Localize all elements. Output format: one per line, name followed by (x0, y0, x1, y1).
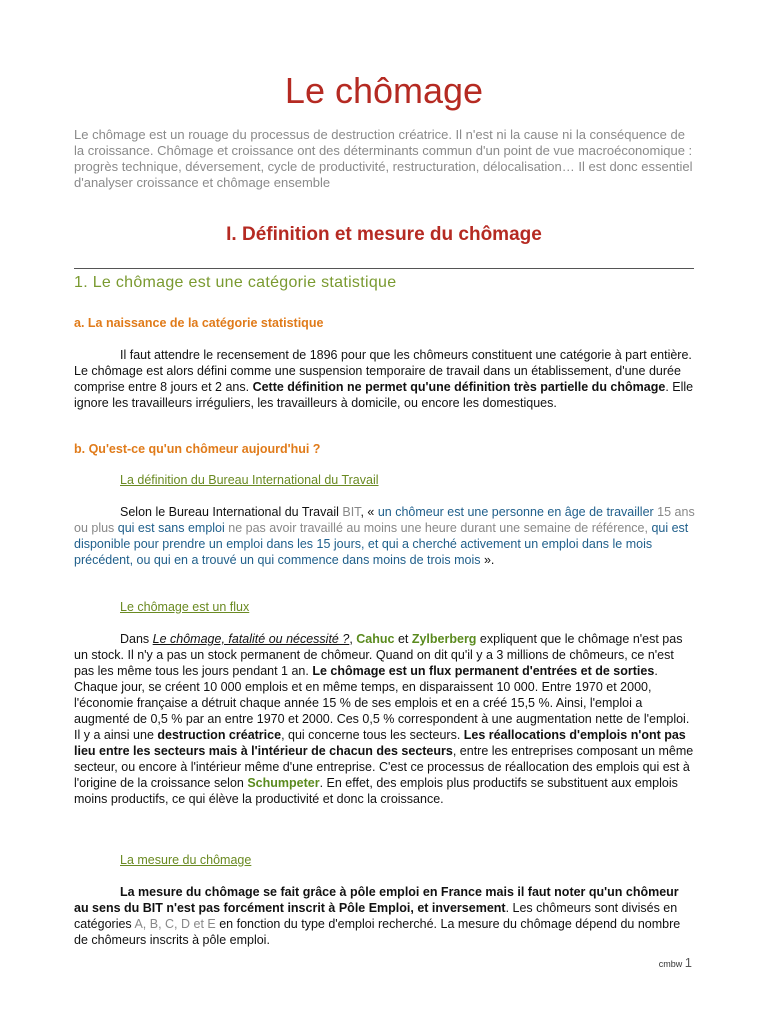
text: expliquent que le chômage n'est pas un stock. Il n'y a pas un stock permanent de chômeur. Quand on dit qu'il y a 3 millions de chômeurs, ce n'est pas les même tous les jours pendant 1 an. (74, 632, 683, 678)
heading-a: a. La naissance de la catégorie statistique (74, 316, 324, 330)
text: Il faut attendre le recensement de 1896 pour que les chômeurs constituent une catégorie à part entière. Le chômage est alors défini comme une suspension temporaire de travail dans un établissement, d'une durée comprise entre 8 jours et 2 ans. (74, 348, 692, 394)
author-name: Cahuc (356, 632, 395, 646)
grey-text: ne pas avoir travaillé au moins une heure durant une semaine de référence, (224, 521, 652, 535)
grey-text: BIT (342, 505, 361, 519)
heading-b: b. Qu'est-ce qu'un chômeur aujourd'hui ? (74, 442, 321, 456)
intro-paragraph: Le chômage est un rouage du processus de destruction créatrice. Il n'est ni la cause ni la conséquence de la croissance. Chômage et croissance ont des déterminants commun d'un point de vue macroéconomique : progrès technique, déversement, cycle de productivité, restructuration, délocalisation… Il est donc essentiel d'analyser croissance et chômage ensemble (74, 127, 693, 190)
page-number: 1 (684, 955, 692, 970)
subsection-heading: 1. Le chômage est une catégorie statistique (74, 274, 397, 291)
author-name: Schumpeter (247, 776, 320, 790)
text: , entre les entreprises composant un même secteur, ou encore à l'intérieur même d'une entreprise. C'est ce processus de réallocation des emplois qui est à l'origine de la croissance selon (74, 744, 694, 790)
bold-text: destruction créatrice (157, 728, 282, 742)
text: et (394, 632, 412, 646)
text: , (349, 632, 357, 646)
blue-text: qui est sans emploi (117, 521, 225, 535)
blue-text: qui est disponible pour prendre un emploi dans les 15 jours, et qui a cherché activement un emploi dans le mois précédent, ou qui en a trouvé un qui commence dans moins de trois mois (74, 521, 689, 567)
text: , « (360, 505, 378, 519)
footer-author: cmbw (658, 959, 683, 969)
section-heading: I. Définition et mesure du chômage (226, 224, 542, 245)
paragraph-a (74, 347, 696, 411)
subheading-bit: La définition du Bureau International du Travail (120, 473, 379, 487)
book-title: Le chômage, fatalité ou nécessité ? (152, 632, 350, 646)
bold-text: La mesure du chômage se fait grâce à pôle emploi en France mais il faut noter qu'un chômeur au sens du BIT n'est pas forcément inscrit à Pôle Emploi, et inversement (74, 885, 679, 915)
blue-text: un chômeur est une personne en âge de travailler (377, 505, 654, 519)
divider (74, 268, 694, 269)
bold-text: Les réallocations d'emplois n'ont pas lieu entre les secteurs mais à l'intérieur de chacun des secteurs (74, 728, 686, 758)
bold-text: Le chômage est un flux permanent d'entrées et de sorties (312, 664, 655, 678)
text: Dans (120, 632, 153, 646)
grey-text: 15 ans ou plus (74, 505, 695, 535)
author-name: Zylberberg (411, 632, 477, 646)
text: , qui concerne tous les secteurs. (281, 728, 464, 742)
paragraph-mesure (74, 884, 696, 948)
text: . Les chômeurs sont divisés en catégories (74, 901, 678, 931)
text: Selon le Bureau International du Travail (120, 505, 343, 519)
text: . Chaque jour, se créent 10 000 emplois et en même temps, en disparaissent 10 000. Entre 1970 et 2000, l'économie française a détruit chaque année 15 % de ses emplois et en a créé 15,5 %. Ainsi, l'emploi a augmenté de 0,5 % par an entre 1970 et 2000. Ces 0,5 % correspondent à une augmentation nette de l'emploi. Il y a ainsi une (74, 664, 690, 742)
grey-text: A, B, C, D et E (134, 917, 216, 931)
text: . En effet, des emplois plus productifs se substituent aux emplois moins productifs, ce qui élève la productivité et donc la croissance. (74, 776, 678, 806)
paragraph-flux (74, 631, 696, 807)
text: ». (480, 553, 495, 567)
subheading-flux: Le chômage est un flux (120, 600, 250, 614)
page-footer (659, 955, 692, 970)
subheading-mesure: La mesure du chômage (120, 853, 252, 867)
text: . Elle ignore les travailleurs irréguliers, les travailleurs à domicile, ou encore les domestiques. (74, 380, 694, 410)
bold-text: Cette définition ne permet qu'une définition très partielle du chômage (252, 380, 666, 394)
text: en fonction du type d'emploi recherché. La mesure du chômage dépend du nombre de chômeurs inscrits à pôle emploi. (74, 917, 681, 947)
page-title: Le chômage (284, 70, 484, 111)
paragraph-bit (74, 504, 696, 568)
